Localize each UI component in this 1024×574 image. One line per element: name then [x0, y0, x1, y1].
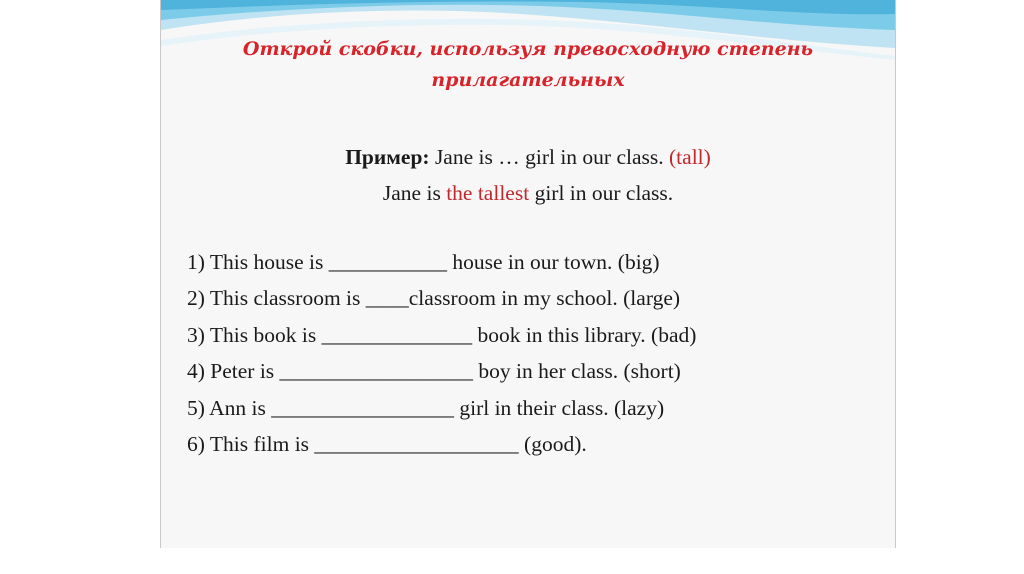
exercise-list — [187, 244, 696, 462]
example-sentence: Jane is … girl in our class. — [434, 145, 664, 169]
exercise-item: 4) Peter is __________________ boy in her class. (short) — [187, 359, 681, 384]
exercise-item: 1) This house is ___________ house in our town. (big) — [187, 250, 660, 274]
slide — [160, 0, 896, 548]
example-label: Пример: — [345, 145, 430, 169]
example-block — [161, 139, 895, 211]
exercise-heading — [161, 34, 895, 96]
example-answer-start: Jane is — [382, 181, 441, 205]
exercise-item: 5) Ann is _________________ girl in their class. (lazy) — [187, 395, 665, 420]
heading-line-2: прилагательных — [431, 69, 625, 91]
example-answer-line — [161, 175, 895, 211]
example-answer-end: girl in our class. — [534, 181, 674, 205]
heading-line-1: Открой скобки, используя превосходную степень — [242, 38, 814, 60]
example-hint: (tall) — [669, 145, 711, 169]
example-answer-highlight: the tallest — [446, 181, 530, 205]
exercise-item: 3) This book is ______________ book in this library. (bad) — [187, 322, 697, 347]
exercise-item: 6) This film is ___________________ (good). — [187, 432, 587, 457]
exercise-item: 2) This classroom is ____classroom in my school. (large) — [187, 286, 681, 311]
example-question-line — [161, 139, 895, 175]
